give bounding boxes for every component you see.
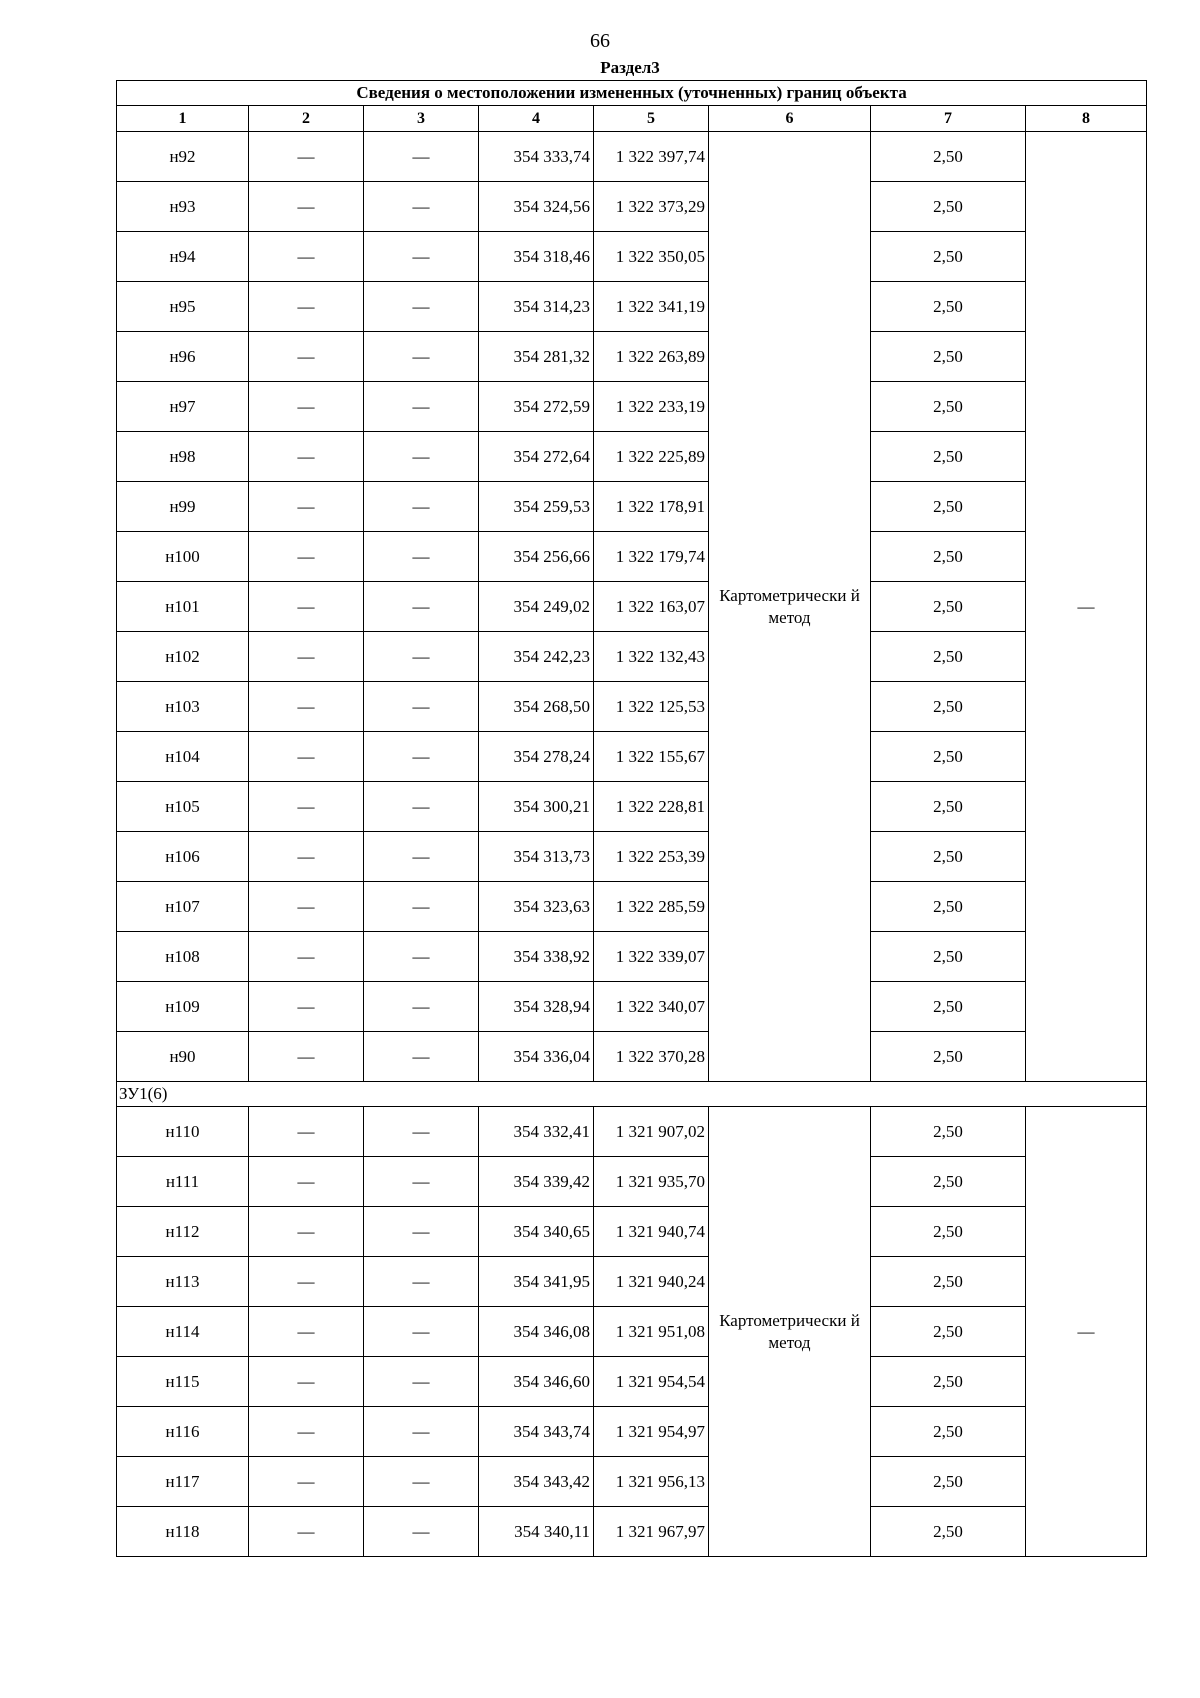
table-row (117, 432, 1147, 482)
old-x-cell: — (249, 832, 364, 882)
table-row (117, 1307, 1147, 1357)
old-y-cell: — (364, 982, 479, 1032)
accuracy-cell: 2,50 (871, 532, 1026, 582)
x-coordinate: 354 340,11 (479, 1507, 594, 1557)
accuracy-cell: 2,50 (871, 1307, 1026, 1357)
old-y-cell: — (364, 382, 479, 432)
x-coordinate: 354 332,41 (479, 1107, 594, 1157)
x-coordinate: 354 259,53 (479, 482, 594, 532)
table-row (117, 182, 1147, 232)
y-coordinate: 1 322 397,74 (594, 132, 709, 182)
y-coordinate: 1 322 228,81 (594, 782, 709, 832)
y-coordinate: 1 322 370,28 (594, 1032, 709, 1082)
accuracy-cell: 2,50 (871, 432, 1026, 482)
x-coordinate: 354 281,32 (479, 332, 594, 382)
accuracy-cell: 2,50 (871, 1457, 1026, 1507)
point-name: н107 (117, 882, 249, 932)
table-row (117, 282, 1147, 332)
old-y-cell: — (364, 1457, 479, 1507)
old-x-cell: — (249, 532, 364, 582)
y-coordinate: 1 322 225,89 (594, 432, 709, 482)
old-y-cell: — (364, 282, 479, 332)
accuracy-cell: 2,50 (871, 382, 1026, 432)
x-coordinate: 354 272,64 (479, 432, 594, 482)
point-name: н110 (117, 1107, 249, 1157)
old-x-cell: — (249, 1507, 364, 1557)
x-coordinate: 354 343,42 (479, 1457, 594, 1507)
old-x-cell: — (249, 332, 364, 382)
old-y-cell: — (364, 482, 479, 532)
old-y-cell: — (364, 1107, 479, 1157)
point-name: н115 (117, 1357, 249, 1407)
table-row (117, 1207, 1147, 1257)
accuracy-cell: 2,50 (871, 882, 1026, 932)
old-x-cell: — (249, 1157, 364, 1207)
y-coordinate: 1 321 951,08 (594, 1307, 709, 1357)
old-x-cell: — (249, 1257, 364, 1307)
x-coordinate: 354 346,08 (479, 1307, 594, 1357)
old-x-cell: — (249, 1107, 364, 1157)
old-x-cell: — (249, 932, 364, 982)
x-coordinate: 354 336,04 (479, 1032, 594, 1082)
point-name: н106 (117, 832, 249, 882)
x-coordinate: 354 256,66 (479, 532, 594, 582)
y-coordinate: 1 321 956,13 (594, 1457, 709, 1507)
point-name: н90 (117, 1032, 249, 1082)
table-row (117, 732, 1147, 782)
x-coordinate: 354 278,24 (479, 732, 594, 782)
x-coordinate: 354 341,95 (479, 1257, 594, 1307)
accuracy-cell: 2,50 (871, 982, 1026, 1032)
point-name: н93 (117, 182, 249, 232)
accuracy-cell: 2,50 (871, 232, 1026, 282)
parcel-label: ЗУ1(6) (117, 1082, 1147, 1107)
old-x-cell: — (249, 682, 364, 732)
point-name: н94 (117, 232, 249, 282)
point-name: н101 (117, 582, 249, 632)
old-x-cell: — (249, 132, 364, 182)
accuracy-cell: 2,50 (871, 682, 1026, 732)
old-y-cell: — (364, 432, 479, 482)
old-x-cell: — (249, 882, 364, 932)
old-y-cell: — (364, 932, 479, 982)
accuracy-cell: 2,50 (871, 1107, 1026, 1157)
y-coordinate: 1 322 339,07 (594, 932, 709, 982)
accuracy-cell: 2,50 (871, 1257, 1026, 1307)
accuracy-cell: 2,50 (871, 332, 1026, 382)
old-x-cell: — (249, 382, 364, 432)
column-header: 5 (594, 106, 709, 132)
column-header: 4 (479, 106, 594, 132)
table-row (117, 632, 1147, 682)
point-name: н96 (117, 332, 249, 382)
old-x-cell: — (249, 1032, 364, 1082)
old-x-cell: — (249, 1307, 364, 1357)
old-y-cell: — (364, 682, 479, 732)
accuracy-cell: 2,50 (871, 832, 1026, 882)
y-coordinate: 1 321 907,02 (594, 1107, 709, 1157)
x-coordinate: 354 346,60 (479, 1357, 594, 1407)
x-coordinate: 354 339,42 (479, 1157, 594, 1207)
table-row (117, 982, 1147, 1032)
y-coordinate: 1 321 967,97 (594, 1507, 709, 1557)
table-row (117, 782, 1147, 832)
accuracy-cell: 2,50 (871, 1207, 1026, 1257)
y-coordinate: 1 322 253,39 (594, 832, 709, 882)
accuracy-cell: 2,50 (871, 482, 1026, 532)
x-coordinate: 354 340,65 (479, 1207, 594, 1257)
accuracy-cell: 2,50 (871, 1357, 1026, 1407)
table-row (117, 232, 1147, 282)
point-name: н113 (117, 1257, 249, 1307)
point-name: н117 (117, 1457, 249, 1507)
y-coordinate: 1 322 263,89 (594, 332, 709, 382)
old-x-cell: — (249, 582, 364, 632)
column-header: 8 (1026, 106, 1147, 132)
y-coordinate: 1 322 233,19 (594, 382, 709, 432)
old-y-cell: — (364, 1032, 479, 1082)
x-coordinate: 354 338,92 (479, 932, 594, 982)
accuracy-cell: 2,50 (871, 282, 1026, 332)
table-row (117, 1257, 1147, 1307)
table-row (117, 332, 1147, 382)
old-x-cell: — (249, 1407, 364, 1457)
old-y-cell: — (364, 1357, 479, 1407)
y-coordinate: 1 321 954,54 (594, 1357, 709, 1407)
table-row (117, 882, 1147, 932)
y-coordinate: 1 322 163,07 (594, 582, 709, 632)
y-coordinate: 1 322 340,07 (594, 982, 709, 1032)
accuracy-cell: 2,50 (871, 932, 1026, 982)
old-x-cell: — (249, 482, 364, 532)
accuracy-cell: 2,50 (871, 732, 1026, 782)
column-header: 1 (117, 106, 249, 132)
old-y-cell: — (364, 1307, 479, 1357)
old-y-cell: — (364, 782, 479, 832)
y-coordinate: 1 322 155,67 (594, 732, 709, 782)
point-name: н102 (117, 632, 249, 682)
point-name: н104 (117, 732, 249, 782)
accuracy-cell: 2,50 (871, 1507, 1026, 1557)
y-coordinate: 1 322 178,91 (594, 482, 709, 532)
old-x-cell: — (249, 432, 364, 482)
method-cell: Картометрически й метод (709, 1107, 871, 1557)
boundary-coordinates-table (116, 80, 1147, 1557)
old-x-cell: — (249, 732, 364, 782)
old-y-cell: — (364, 832, 479, 882)
x-coordinate: 354 324,56 (479, 182, 594, 232)
description-cell: — (1026, 132, 1147, 1082)
x-coordinate: 354 268,50 (479, 682, 594, 732)
old-y-cell: — (364, 232, 479, 282)
old-x-cell: — (249, 982, 364, 1032)
old-x-cell: — (249, 182, 364, 232)
x-coordinate: 354 313,73 (479, 832, 594, 882)
old-y-cell: — (364, 882, 479, 932)
table-row (117, 1507, 1147, 1557)
table-row (117, 1457, 1147, 1507)
table-row (117, 582, 1147, 632)
y-coordinate: 1 322 373,29 (594, 182, 709, 232)
y-coordinate: 1 322 341,19 (594, 282, 709, 332)
point-name: н111 (117, 1157, 249, 1207)
old-y-cell: — (364, 1207, 479, 1257)
old-x-cell: — (249, 1207, 364, 1257)
accuracy-cell: 2,50 (871, 182, 1026, 232)
old-y-cell: — (364, 532, 479, 582)
accuracy-cell: 2,50 (871, 782, 1026, 832)
x-coordinate: 354 343,74 (479, 1407, 594, 1457)
old-x-cell: — (249, 632, 364, 682)
table-row (117, 1357, 1147, 1407)
accuracy-cell: 2,50 (871, 1032, 1026, 1082)
old-y-cell: — (364, 1507, 479, 1557)
description-cell: — (1026, 1107, 1147, 1557)
old-y-cell: — (364, 632, 479, 682)
old-x-cell: — (249, 1457, 364, 1507)
accuracy-cell: 2,50 (871, 582, 1026, 632)
column-header-row (117, 106, 1147, 132)
column-header: 3 (364, 106, 479, 132)
table-row (117, 832, 1147, 882)
x-coordinate: 354 300,21 (479, 782, 594, 832)
table-row (117, 382, 1147, 432)
y-coordinate: 1 322 132,43 (594, 632, 709, 682)
table-row (117, 1107, 1147, 1157)
x-coordinate: 354 333,74 (479, 132, 594, 182)
old-y-cell: — (364, 582, 479, 632)
point-name: н114 (117, 1307, 249, 1357)
table-row (117, 532, 1147, 582)
old-y-cell: — (364, 182, 479, 232)
x-coordinate: 354 314,23 (479, 282, 594, 332)
point-name: н95 (117, 282, 249, 332)
accuracy-cell: 2,50 (871, 132, 1026, 182)
table-row (117, 132, 1147, 182)
point-name: н98 (117, 432, 249, 482)
x-coordinate: 354 249,02 (479, 582, 594, 632)
x-coordinate: 354 318,46 (479, 232, 594, 282)
point-name: н103 (117, 682, 249, 732)
y-coordinate: 1 321 954,97 (594, 1407, 709, 1457)
parcel-label-row (117, 1082, 1147, 1107)
y-coordinate: 1 322 285,59 (594, 882, 709, 932)
accuracy-cell: 2,50 (871, 1157, 1026, 1207)
y-coordinate: 1 322 350,05 (594, 232, 709, 282)
method-cell: Картометрически й метод (709, 132, 871, 1082)
old-y-cell: — (364, 1407, 479, 1457)
old-x-cell: — (249, 282, 364, 332)
table-caption: Сведения о местоположении измененных (уточненных) границ объекта (117, 81, 1147, 106)
x-coordinate: 354 272,59 (479, 382, 594, 432)
old-y-cell: — (364, 332, 479, 382)
point-name: н97 (117, 382, 249, 432)
old-x-cell: — (249, 782, 364, 832)
point-name: н108 (117, 932, 249, 982)
table-row (117, 1157, 1147, 1207)
x-coordinate: 354 328,94 (479, 982, 594, 1032)
section-title: Раздел3 (600, 58, 660, 77)
point-name: н92 (117, 132, 249, 182)
y-coordinate: 1 321 940,74 (594, 1207, 709, 1257)
table-row (117, 1032, 1147, 1082)
column-header: 7 (871, 106, 1026, 132)
old-x-cell: — (249, 1357, 364, 1407)
old-y-cell: — (364, 732, 479, 782)
y-coordinate: 1 321 935,70 (594, 1157, 709, 1207)
point-name: н118 (117, 1507, 249, 1557)
old-y-cell: — (364, 132, 479, 182)
point-name: н112 (117, 1207, 249, 1257)
column-header: 6 (709, 106, 871, 132)
x-coordinate: 354 242,23 (479, 632, 594, 682)
y-coordinate: 1 322 179,74 (594, 532, 709, 582)
table-row (117, 482, 1147, 532)
old-x-cell: — (249, 232, 364, 282)
table-row (117, 682, 1147, 732)
old-y-cell: — (364, 1157, 479, 1207)
y-coordinate: 1 321 940,24 (594, 1257, 709, 1307)
x-coordinate: 354 323,63 (479, 882, 594, 932)
table-row (117, 932, 1147, 982)
column-header: 2 (249, 106, 364, 132)
accuracy-cell: 2,50 (871, 1407, 1026, 1457)
point-name: н109 (117, 982, 249, 1032)
point-name: н100 (117, 532, 249, 582)
point-name: н99 (117, 482, 249, 532)
page-number: 66 (590, 30, 610, 52)
point-name: н116 (117, 1407, 249, 1457)
y-coordinate: 1 322 125,53 (594, 682, 709, 732)
accuracy-cell: 2,50 (871, 632, 1026, 682)
point-name: н105 (117, 782, 249, 832)
table-row (117, 1407, 1147, 1457)
old-y-cell: — (364, 1257, 479, 1307)
